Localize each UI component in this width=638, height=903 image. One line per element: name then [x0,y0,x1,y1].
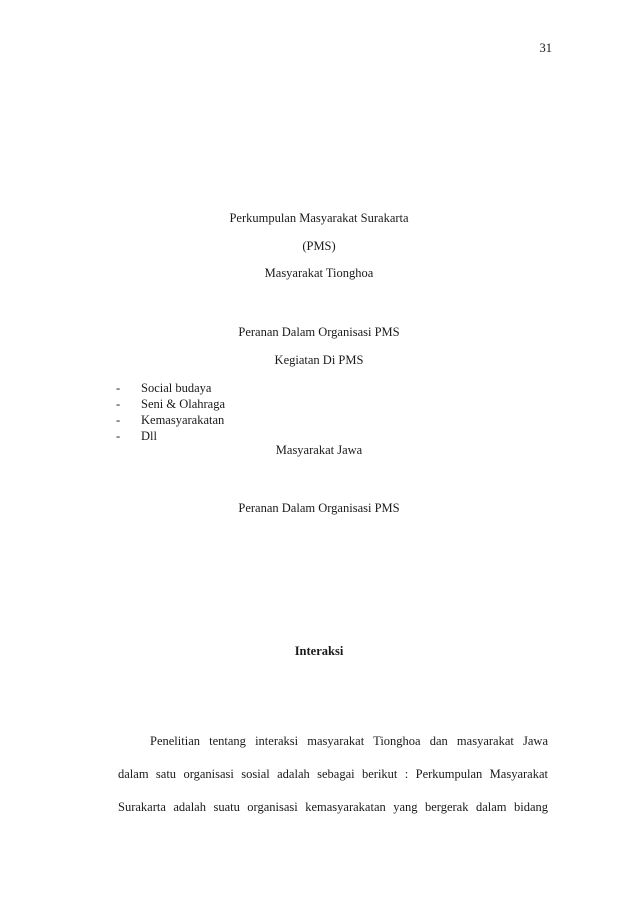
bullet-dash: - [116,381,121,395]
activity-label: Dll [141,429,157,443]
paragraph-line: Surakarta adalah suatu organisasi kemasyarakatan yang bergerak dalam bidang [118,800,548,814]
activity-label: Kemasyarakatan [141,413,225,427]
activity-item [116,380,211,396]
bullet-dash: - [116,397,121,411]
bullet-dash: - [116,413,121,427]
activity-label: Seni & Olahraga [141,397,226,411]
activity-item [116,396,225,412]
paragraph-line: dalam satu organisasi sosial adalah sebagai berikut : Perkumpulan Masyarakat [118,767,548,781]
page-number: 31 [539,41,552,55]
role-two-label: Peranan Dalam Organisasi PMS [238,501,400,515]
paragraph-line: Penelitian tentang interaksi masyarakat Tionghoa dan masyarakat Jawa [150,734,548,748]
org-abbreviation: (PMS) [302,239,336,253]
activity-item [116,412,224,428]
bullet-dash: - [116,429,121,443]
role-one-label: Peranan Dalam Organisasi PMS [238,325,400,339]
org-name: Perkumpulan Masyarakat Surakarta [229,211,409,225]
activity-label: Social budaya [141,381,212,395]
section-heading: Interaksi [294,644,344,658]
group-two-label: Masyarakat Jawa [275,443,363,457]
activities-title: Kegiatan Di PMS [274,353,364,367]
group-one-label: Masyarakat Tionghoa [264,266,374,280]
